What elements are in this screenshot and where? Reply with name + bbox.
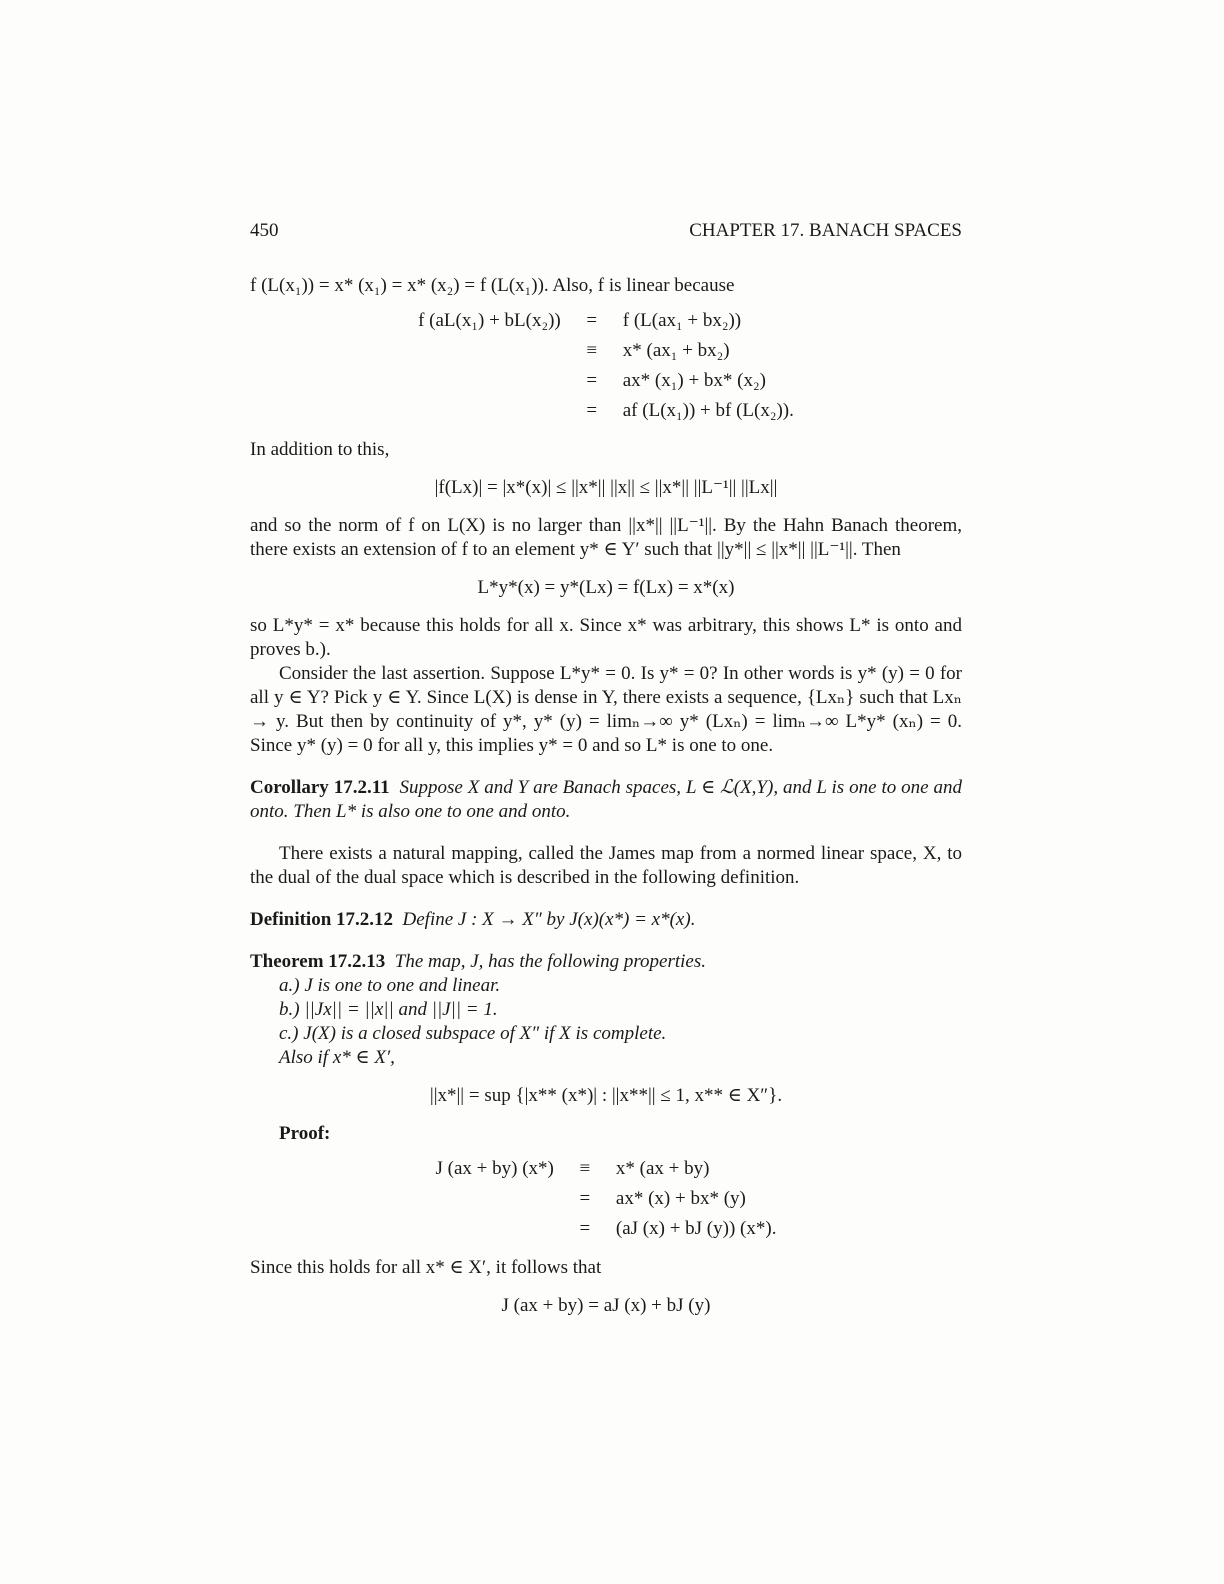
equation-adjoint: L*y*(x) = y*(Lx) = f(Lx) = x*(x) (477, 577, 735, 598)
corollary-label: Corollary 17.2.11 (250, 777, 390, 798)
theorem-item: Also if x* ∈ X′, (279, 1047, 395, 1068)
definition (250, 908, 962, 932)
definition-label: Definition 17.2.12 (250, 909, 394, 930)
equation-row (404, 306, 808, 336)
equation-rhs: ax* (x) + bx* (y) (615, 1188, 746, 1209)
equation-rhs: x* (ax₁ + bx₂) (622, 340, 730, 361)
equation-relation: = (586, 310, 598, 331)
paragraph-5: Consider the last assertion. Suppose L*y* = 0. Is y* = 0? In other words is y* (y) = 0 for all y ∈ Y? Pick y ∈ Y. Since L(X) is dense in Y, there exists a sequence, {Lxₙ} such that Lxₙ → y. But then by continuity of y*, y* (y) = limₙ→∞ y* (Lxₙ) = limₙ→∞ L*y* (xₙ) = 0. Since y* (y) = 0 for all y, this implies y* = 0 and so L* is one to one. (250, 663, 962, 756)
page-body (250, 274, 962, 1332)
theorem-text: The map, J, has the following properties. (394, 951, 706, 972)
theorem (250, 950, 962, 974)
equation-lhs (404, 366, 575, 396)
equation-lhs (422, 1214, 568, 1244)
equation-rhs: ax* (x₁) + bx* (x₂) (622, 370, 766, 391)
equation-row (422, 1214, 791, 1244)
equation-lhs (422, 1184, 568, 1214)
corollary-text: Suppose X and Y are Banach spaces, L ∈ ℒ(X,Y), and L is one to one and onto. Then L* is also one to one and onto. (250, 777, 962, 822)
theorem-item: a.) J is one to one and linear. (279, 975, 501, 996)
proof-label: Proof: (279, 1123, 331, 1144)
equation-rhs: (aJ (x) + bJ (y)) (x*). (615, 1218, 777, 1239)
corollary (250, 776, 962, 824)
page-number: 450 (250, 220, 279, 241)
paragraph-3: and so the norm of f on L(X) is no larger than ||x*|| ||L⁻¹||. By the Hahn Banach theorem, there exists an extension of f to an element y* ∈ Y′ such that ||y*|| ≤ ||x*|| ||L⁻¹||. Then (250, 515, 962, 560)
equation-rhs: x* (ax + by) (615, 1158, 710, 1179)
paragraph-4: so L*y* = x* because this holds for all x. Since x* was arbitrary, this shows L* is onto and proves b.). (250, 615, 962, 660)
equation-lhs (404, 336, 575, 366)
equation-james-conclusion: J (ax + by) = aJ (x) + bJ (y) (501, 1295, 711, 1316)
equation-lhs: f (aL(x₁) + bL(x₂)) (418, 310, 561, 331)
equation-sup-norm: ||x*|| = sup {|x** (x*)| : ||x**|| ≤ 1, x** ∈ X″}. (429, 1085, 783, 1106)
equation-relation: = (579, 1218, 591, 1239)
theorem-item: c.) J(X) is a closed subspace of X″ if X is complete. (279, 1023, 667, 1044)
equation-relation: ≡ (586, 340, 598, 361)
equation-row (422, 1154, 791, 1184)
theorem-item: b.) ||Jx|| = ||x|| and ||J|| = 1. (279, 999, 498, 1020)
equation-rhs: af (L(x₁)) + bf (L(x₂)). (622, 400, 794, 421)
equation-lhs (404, 396, 575, 426)
paragraph-6: There exists a natural mapping, called the James map from a normed linear space, X, to the dual of the dual space which is described in the following definition. (250, 843, 962, 888)
equation-relation: = (586, 370, 598, 391)
equation-relation: ≡ (579, 1158, 591, 1179)
equation-linearity (250, 306, 962, 426)
paragraph-7: Since this holds for all x* ∈ X′, it follows that (250, 1257, 602, 1278)
equation-norm-bound: |f(Lx)| = |x*(x)| ≤ ||x*|| ||x|| ≤ ||x*|| ||L⁻¹|| ||Lx|| (434, 477, 778, 498)
page-header (250, 220, 962, 242)
equation-row (404, 396, 808, 426)
equation-row (422, 1184, 791, 1214)
paragraph-2: In addition to this, (250, 439, 390, 460)
equation-relation: = (586, 400, 598, 421)
equation-row (404, 366, 808, 396)
equation-lhs: J (ax + by) (x*) (435, 1158, 554, 1179)
equation-relation: = (579, 1188, 591, 1209)
equation-row (404, 336, 808, 366)
definition-text: Define J : X → X″ by J(x)(x*) = x*(x). (402, 909, 696, 930)
equation-james-linear (250, 1154, 962, 1244)
paragraph-1: f (L(x₁)) = x* (x₁) = x* (x₂) = f (L(x₁)). Also, f is linear because (250, 275, 735, 296)
equation-rhs: f (L(ax₁ + bx₂)) (622, 310, 742, 331)
running-title: CHAPTER 17. BANACH SPACES (689, 220, 962, 241)
theorem-label: Theorem 17.2.13 (250, 951, 386, 972)
